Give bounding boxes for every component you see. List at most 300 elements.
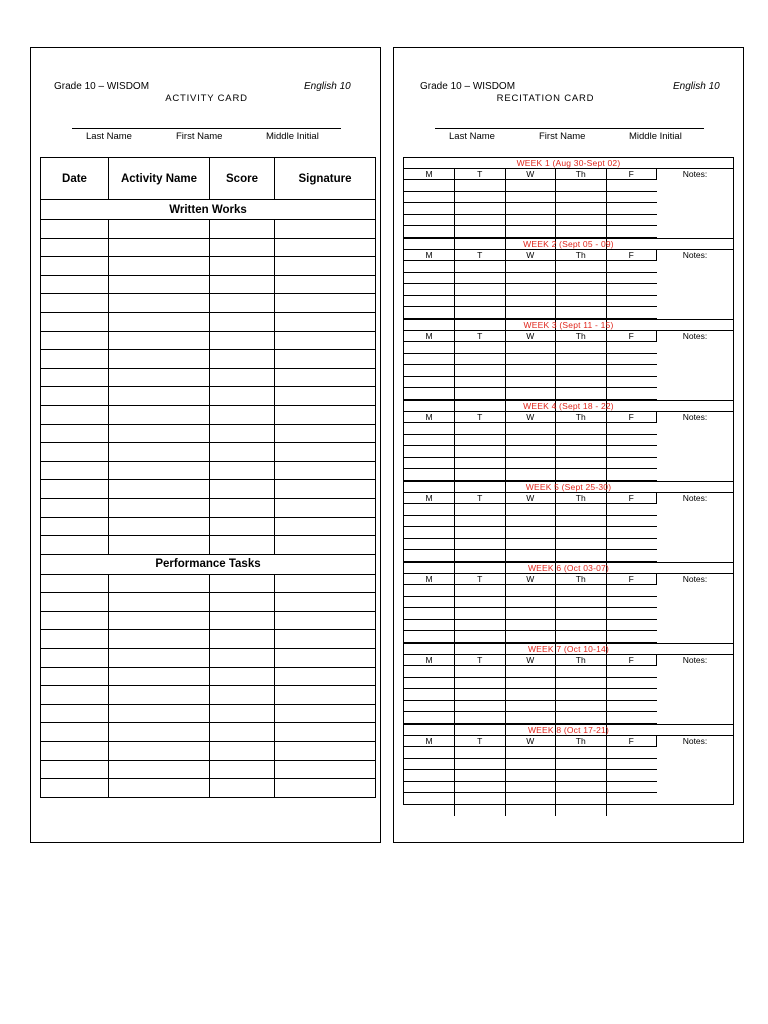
recitation-cell[interactable]: [455, 388, 506, 400]
activity-name-cell[interactable]: [109, 649, 210, 668]
date-cell[interactable]: [41, 498, 109, 517]
recitation-cell[interactable]: [404, 388, 455, 400]
recitation-cell[interactable]: [556, 353, 607, 365]
activity-name-cell[interactable]: [109, 461, 210, 480]
recitation-cell[interactable]: [505, 295, 556, 307]
recitation-cell[interactable]: [556, 538, 607, 550]
date-cell[interactable]: [41, 275, 109, 294]
recitation-cell[interactable]: [606, 770, 657, 782]
recitation-cell[interactable]: [404, 342, 455, 354]
recitation-cell[interactable]: [404, 608, 455, 620]
signature-cell[interactable]: [275, 443, 376, 462]
notes-cell[interactable]: Notes:: [682, 493, 708, 503]
recitation-cell[interactable]: [556, 712, 607, 724]
score-cell[interactable]: [210, 387, 275, 406]
activity-name-cell[interactable]: [109, 294, 210, 313]
signature-cell[interactable]: [275, 593, 376, 612]
signature-cell[interactable]: [275, 742, 376, 761]
date-cell[interactable]: [41, 704, 109, 723]
recitation-cell[interactable]: [404, 457, 455, 469]
recitation-cell[interactable]: [455, 365, 506, 377]
recitation-cell[interactable]: [404, 295, 455, 307]
activity-name-cell[interactable]: [109, 220, 210, 239]
signature-cell[interactable]: [275, 238, 376, 257]
recitation-cell[interactable]: [455, 446, 506, 458]
recitation-cell[interactable]: [404, 781, 455, 793]
recitation-cell[interactable]: [404, 214, 455, 226]
activity-name-cell[interactable]: [109, 536, 210, 555]
activity-name-cell[interactable]: [109, 742, 210, 761]
score-cell[interactable]: [210, 760, 275, 779]
activity-name-cell[interactable]: [109, 387, 210, 406]
activity-name-cell[interactable]: [109, 350, 210, 369]
recitation-cell[interactable]: [606, 666, 657, 678]
score-cell[interactable]: [210, 686, 275, 705]
activity-name-cell[interactable]: [109, 424, 210, 443]
score-cell[interactable]: [210, 611, 275, 630]
recitation-cell[interactable]: [404, 712, 455, 724]
recitation-cell[interactable]: [556, 758, 607, 770]
notes-cell[interactable]: Notes:: [682, 412, 708, 422]
recitation-cell[interactable]: [505, 666, 556, 678]
signature-cell[interactable]: [275, 368, 376, 387]
notes-cell[interactable]: Notes:: [682, 169, 708, 179]
recitation-cell[interactable]: [556, 469, 607, 481]
recitation-cell[interactable]: [455, 712, 506, 724]
score-cell[interactable]: [210, 461, 275, 480]
recitation-cell[interactable]: [404, 191, 455, 203]
signature-cell[interactable]: [275, 480, 376, 499]
recitation-cell[interactable]: [606, 353, 657, 365]
recitation-cell[interactable]: [505, 712, 556, 724]
recitation-cell[interactable]: [556, 747, 607, 759]
recitation-cell[interactable]: [556, 342, 607, 354]
recitation-cell[interactable]: [556, 631, 607, 643]
recitation-cell[interactable]: [505, 434, 556, 446]
recitation-cell[interactable]: [556, 666, 607, 678]
signature-cell[interactable]: [275, 723, 376, 742]
notes-cell[interactable]: Notes:: [682, 655, 708, 665]
recitation-cell[interactable]: [455, 295, 506, 307]
recitation-cell[interactable]: [556, 527, 607, 539]
recitation-cell[interactable]: [505, 226, 556, 238]
recitation-cell[interactable]: [556, 226, 607, 238]
recitation-cell[interactable]: [556, 677, 607, 689]
recitation-cell[interactable]: [404, 585, 455, 597]
recitation-cell[interactable]: [556, 793, 607, 805]
score-cell[interactable]: [210, 257, 275, 276]
recitation-cell[interactable]: [455, 353, 506, 365]
recitation-cell[interactable]: [556, 619, 607, 631]
recitation-cell[interactable]: [455, 608, 506, 620]
recitation-cell[interactable]: [606, 677, 657, 689]
recitation-cell[interactable]: [505, 631, 556, 643]
recitation-cell[interactable]: [455, 214, 506, 226]
recitation-cell[interactable]: [556, 261, 607, 273]
recitation-cell[interactable]: [404, 423, 455, 435]
activity-name-cell[interactable]: [109, 723, 210, 742]
signature-cell[interactable]: [275, 574, 376, 593]
activity-name-cell[interactable]: [109, 331, 210, 350]
date-cell[interactable]: [41, 443, 109, 462]
date-cell[interactable]: [41, 667, 109, 686]
signature-cell[interactable]: [275, 405, 376, 424]
recitation-cell[interactable]: [404, 619, 455, 631]
signature-cell[interactable]: [275, 779, 376, 798]
recitation-cell[interactable]: [455, 423, 506, 435]
score-cell[interactable]: [210, 667, 275, 686]
score-cell[interactable]: [210, 742, 275, 761]
activity-name-cell[interactable]: [109, 238, 210, 257]
signature-cell[interactable]: [275, 312, 376, 331]
recitation-cell[interactable]: [455, 804, 506, 816]
score-cell[interactable]: [210, 331, 275, 350]
score-cell[interactable]: [210, 312, 275, 331]
recitation-cell[interactable]: [505, 180, 556, 192]
recitation-cell[interactable]: [505, 272, 556, 284]
recitation-cell[interactable]: [404, 504, 455, 516]
recitation-cell[interactable]: [606, 226, 657, 238]
recitation-cell[interactable]: [455, 469, 506, 481]
recitation-cell[interactable]: [505, 469, 556, 481]
recitation-cell[interactable]: [404, 284, 455, 296]
date-cell[interactable]: [41, 312, 109, 331]
recitation-cell[interactable]: [455, 793, 506, 805]
recitation-cell[interactable]: [455, 457, 506, 469]
recitation-cell[interactable]: [404, 793, 455, 805]
activity-name-cell[interactable]: [109, 517, 210, 536]
recitation-cell[interactable]: [455, 434, 506, 446]
signature-cell[interactable]: [275, 498, 376, 517]
recitation-cell[interactable]: [455, 376, 506, 388]
recitation-cell[interactable]: [606, 804, 657, 816]
recitation-cell[interactable]: [455, 770, 506, 782]
activity-name-cell[interactable]: [109, 443, 210, 462]
score-cell[interactable]: [210, 723, 275, 742]
recitation-cell[interactable]: [404, 446, 455, 458]
recitation-cell[interactable]: [404, 226, 455, 238]
signature-cell[interactable]: [275, 257, 376, 276]
recitation-cell[interactable]: [455, 527, 506, 539]
recitation-cell[interactable]: [606, 538, 657, 550]
recitation-cell[interactable]: [455, 307, 506, 319]
recitation-cell[interactable]: [556, 365, 607, 377]
signature-cell[interactable]: [275, 667, 376, 686]
recitation-cell[interactable]: [505, 515, 556, 527]
recitation-cell[interactable]: [556, 689, 607, 701]
recitation-cell[interactable]: [556, 446, 607, 458]
signature-cell[interactable]: [275, 630, 376, 649]
recitation-cell[interactable]: [505, 770, 556, 782]
recitation-cell[interactable]: [505, 504, 556, 516]
recitation-cell[interactable]: [404, 353, 455, 365]
recitation-cell[interactable]: [556, 295, 607, 307]
activity-name-cell[interactable]: [109, 275, 210, 294]
recitation-cell[interactable]: [505, 203, 556, 215]
date-cell[interactable]: [41, 480, 109, 499]
activity-name-cell[interactable]: [109, 480, 210, 499]
recitation-cell[interactable]: [455, 585, 506, 597]
recitation-cell[interactable]: [455, 619, 506, 631]
recitation-cell[interactable]: [505, 342, 556, 354]
recitation-cell[interactable]: [455, 596, 506, 608]
score-cell[interactable]: [210, 704, 275, 723]
recitation-cell[interactable]: [505, 214, 556, 226]
recitation-cell[interactable]: [455, 677, 506, 689]
recitation-cell[interactable]: [455, 747, 506, 759]
recitation-cell[interactable]: [455, 689, 506, 701]
score-cell[interactable]: [210, 368, 275, 387]
recitation-cell[interactable]: [404, 180, 455, 192]
activity-name-cell[interactable]: [109, 593, 210, 612]
recitation-cell[interactable]: [606, 295, 657, 307]
score-cell[interactable]: [210, 238, 275, 257]
signature-cell[interactable]: [275, 686, 376, 705]
recitation-cell[interactable]: [606, 793, 657, 805]
recitation-cell[interactable]: [505, 388, 556, 400]
recitation-cell[interactable]: [505, 365, 556, 377]
signature-cell[interactable]: [275, 350, 376, 369]
recitation-cell[interactable]: [606, 365, 657, 377]
activity-name-cell[interactable]: [109, 574, 210, 593]
recitation-cell[interactable]: [505, 619, 556, 631]
recitation-cell[interactable]: [404, 515, 455, 527]
recitation-cell[interactable]: [404, 261, 455, 273]
recitation-cell[interactable]: [404, 469, 455, 481]
signature-cell[interactable]: [275, 275, 376, 294]
recitation-cell[interactable]: [455, 631, 506, 643]
recitation-cell[interactable]: [606, 700, 657, 712]
recitation-cell[interactable]: [606, 758, 657, 770]
recitation-cell[interactable]: [404, 203, 455, 215]
recitation-cell[interactable]: [606, 342, 657, 354]
recitation-cell[interactable]: [606, 180, 657, 192]
date-cell[interactable]: [41, 779, 109, 798]
recitation-cell[interactable]: [455, 550, 506, 562]
signature-cell[interactable]: [275, 387, 376, 406]
recitation-cell[interactable]: [505, 793, 556, 805]
signature-cell[interactable]: [275, 461, 376, 480]
date-cell[interactable]: [41, 368, 109, 387]
recitation-cell[interactable]: [455, 261, 506, 273]
score-cell[interactable]: [210, 275, 275, 294]
recitation-cell[interactable]: [556, 307, 607, 319]
recitation-cell[interactable]: [606, 284, 657, 296]
recitation-cell[interactable]: [606, 376, 657, 388]
recitation-cell[interactable]: [455, 180, 506, 192]
date-cell[interactable]: [41, 405, 109, 424]
recitation-cell[interactable]: [556, 596, 607, 608]
recitation-cell[interactable]: [606, 689, 657, 701]
activity-name-cell[interactable]: [109, 779, 210, 798]
recitation-cell[interactable]: [606, 434, 657, 446]
recitation-cell[interactable]: [556, 214, 607, 226]
date-cell[interactable]: [41, 760, 109, 779]
date-cell[interactable]: [41, 294, 109, 313]
date-cell[interactable]: [41, 461, 109, 480]
signature-cell[interactable]: [275, 611, 376, 630]
recitation-cell[interactable]: [505, 261, 556, 273]
score-cell[interactable]: [210, 424, 275, 443]
recitation-cell[interactable]: [556, 781, 607, 793]
recitation-cell[interactable]: [404, 747, 455, 759]
recitation-cell[interactable]: [455, 272, 506, 284]
signature-cell[interactable]: [275, 517, 376, 536]
recitation-cell[interactable]: [606, 272, 657, 284]
recitation-cell[interactable]: [505, 457, 556, 469]
recitation-cell[interactable]: [505, 747, 556, 759]
recitation-cell[interactable]: [404, 700, 455, 712]
recitation-cell[interactable]: [556, 550, 607, 562]
recitation-cell[interactable]: [556, 457, 607, 469]
recitation-cell[interactable]: [404, 307, 455, 319]
recitation-cell[interactable]: [404, 527, 455, 539]
recitation-cell[interactable]: [556, 770, 607, 782]
score-cell[interactable]: [210, 779, 275, 798]
recitation-cell[interactable]: [556, 203, 607, 215]
score-cell[interactable]: [210, 574, 275, 593]
activity-name-cell[interactable]: [109, 257, 210, 276]
recitation-cell[interactable]: [606, 214, 657, 226]
activity-name-cell[interactable]: [109, 760, 210, 779]
score-cell[interactable]: [210, 498, 275, 517]
activity-name-cell[interactable]: [109, 611, 210, 630]
recitation-cell[interactable]: [404, 365, 455, 377]
recitation-cell[interactable]: [455, 504, 506, 516]
recitation-cell[interactable]: [556, 191, 607, 203]
recitation-cell[interactable]: [455, 666, 506, 678]
recitation-cell[interactable]: [606, 585, 657, 597]
score-cell[interactable]: [210, 480, 275, 499]
recitation-cell[interactable]: [505, 527, 556, 539]
signature-cell[interactable]: [275, 760, 376, 779]
date-cell[interactable]: [41, 574, 109, 593]
recitation-cell[interactable]: [556, 504, 607, 516]
recitation-cell[interactable]: [505, 804, 556, 816]
recitation-cell[interactable]: [606, 712, 657, 724]
recitation-cell[interactable]: [606, 515, 657, 527]
recitation-cell[interactable]: [505, 677, 556, 689]
signature-cell[interactable]: [275, 220, 376, 239]
recitation-cell[interactable]: [556, 804, 607, 816]
recitation-cell[interactable]: [606, 596, 657, 608]
recitation-cell[interactable]: [606, 203, 657, 215]
recitation-cell[interactable]: [505, 191, 556, 203]
recitation-cell[interactable]: [505, 376, 556, 388]
recitation-cell[interactable]: [455, 203, 506, 215]
score-cell[interactable]: [210, 220, 275, 239]
recitation-cell[interactable]: [505, 608, 556, 620]
activity-name-cell[interactable]: [109, 368, 210, 387]
recitation-cell[interactable]: [606, 457, 657, 469]
recitation-cell[interactable]: [606, 619, 657, 631]
score-cell[interactable]: [210, 405, 275, 424]
recitation-cell[interactable]: [505, 689, 556, 701]
recitation-cell[interactable]: [606, 747, 657, 759]
recitation-cell[interactable]: [404, 376, 455, 388]
recitation-cell[interactable]: [404, 434, 455, 446]
activity-name-cell[interactable]: [109, 704, 210, 723]
recitation-cell[interactable]: [505, 781, 556, 793]
recitation-cell[interactable]: [404, 631, 455, 643]
recitation-cell[interactable]: [556, 434, 607, 446]
signature-cell[interactable]: [275, 294, 376, 313]
recitation-cell[interactable]: [606, 550, 657, 562]
recitation-cell[interactable]: [606, 423, 657, 435]
date-cell[interactable]: [41, 686, 109, 705]
score-cell[interactable]: [210, 350, 275, 369]
recitation-cell[interactable]: [556, 376, 607, 388]
score-cell[interactable]: [210, 443, 275, 462]
recitation-cell[interactable]: [505, 423, 556, 435]
recitation-cell[interactable]: [505, 353, 556, 365]
date-cell[interactable]: [41, 257, 109, 276]
recitation-cell[interactable]: [455, 284, 506, 296]
recitation-cell[interactable]: [606, 388, 657, 400]
date-cell[interactable]: [41, 350, 109, 369]
recitation-cell[interactable]: [455, 781, 506, 793]
score-cell[interactable]: [210, 649, 275, 668]
recitation-cell[interactable]: [404, 550, 455, 562]
recitation-cell[interactable]: [606, 261, 657, 273]
notes-cell[interactable]: Notes:: [682, 250, 708, 260]
recitation-cell[interactable]: [404, 804, 455, 816]
recitation-cell[interactable]: [404, 272, 455, 284]
recitation-cell[interactable]: [556, 608, 607, 620]
recitation-cell[interactable]: [505, 585, 556, 597]
recitation-cell[interactable]: [606, 446, 657, 458]
date-cell[interactable]: [41, 649, 109, 668]
recitation-cell[interactable]: [505, 550, 556, 562]
recitation-cell[interactable]: [606, 469, 657, 481]
score-cell[interactable]: [210, 630, 275, 649]
signature-cell[interactable]: [275, 331, 376, 350]
signature-cell[interactable]: [275, 536, 376, 555]
recitation-cell[interactable]: [404, 666, 455, 678]
date-cell[interactable]: [41, 387, 109, 406]
date-cell[interactable]: [41, 517, 109, 536]
signature-cell[interactable]: [275, 424, 376, 443]
recitation-cell[interactable]: [505, 758, 556, 770]
date-cell[interactable]: [41, 331, 109, 350]
score-cell[interactable]: [210, 294, 275, 313]
activity-name-cell[interactable]: [109, 498, 210, 517]
recitation-cell[interactable]: [505, 538, 556, 550]
recitation-cell[interactable]: [556, 700, 607, 712]
recitation-cell[interactable]: [556, 423, 607, 435]
date-cell[interactable]: [41, 630, 109, 649]
recitation-cell[interactable]: [404, 689, 455, 701]
score-cell[interactable]: [210, 593, 275, 612]
date-cell[interactable]: [41, 611, 109, 630]
recitation-cell[interactable]: [455, 342, 506, 354]
recitation-cell[interactable]: [606, 504, 657, 516]
recitation-cell[interactable]: [404, 770, 455, 782]
recitation-cell[interactable]: [455, 538, 506, 550]
date-cell[interactable]: [41, 238, 109, 257]
date-cell[interactable]: [41, 593, 109, 612]
recitation-cell[interactable]: [505, 596, 556, 608]
recitation-cell[interactable]: [455, 700, 506, 712]
date-cell[interactable]: [41, 723, 109, 742]
recitation-cell[interactable]: [606, 307, 657, 319]
score-cell[interactable]: [210, 536, 275, 555]
signature-cell[interactable]: [275, 649, 376, 668]
date-cell[interactable]: [41, 424, 109, 443]
activity-name-cell[interactable]: [109, 312, 210, 331]
recitation-cell[interactable]: [404, 677, 455, 689]
recitation-cell[interactable]: [556, 388, 607, 400]
